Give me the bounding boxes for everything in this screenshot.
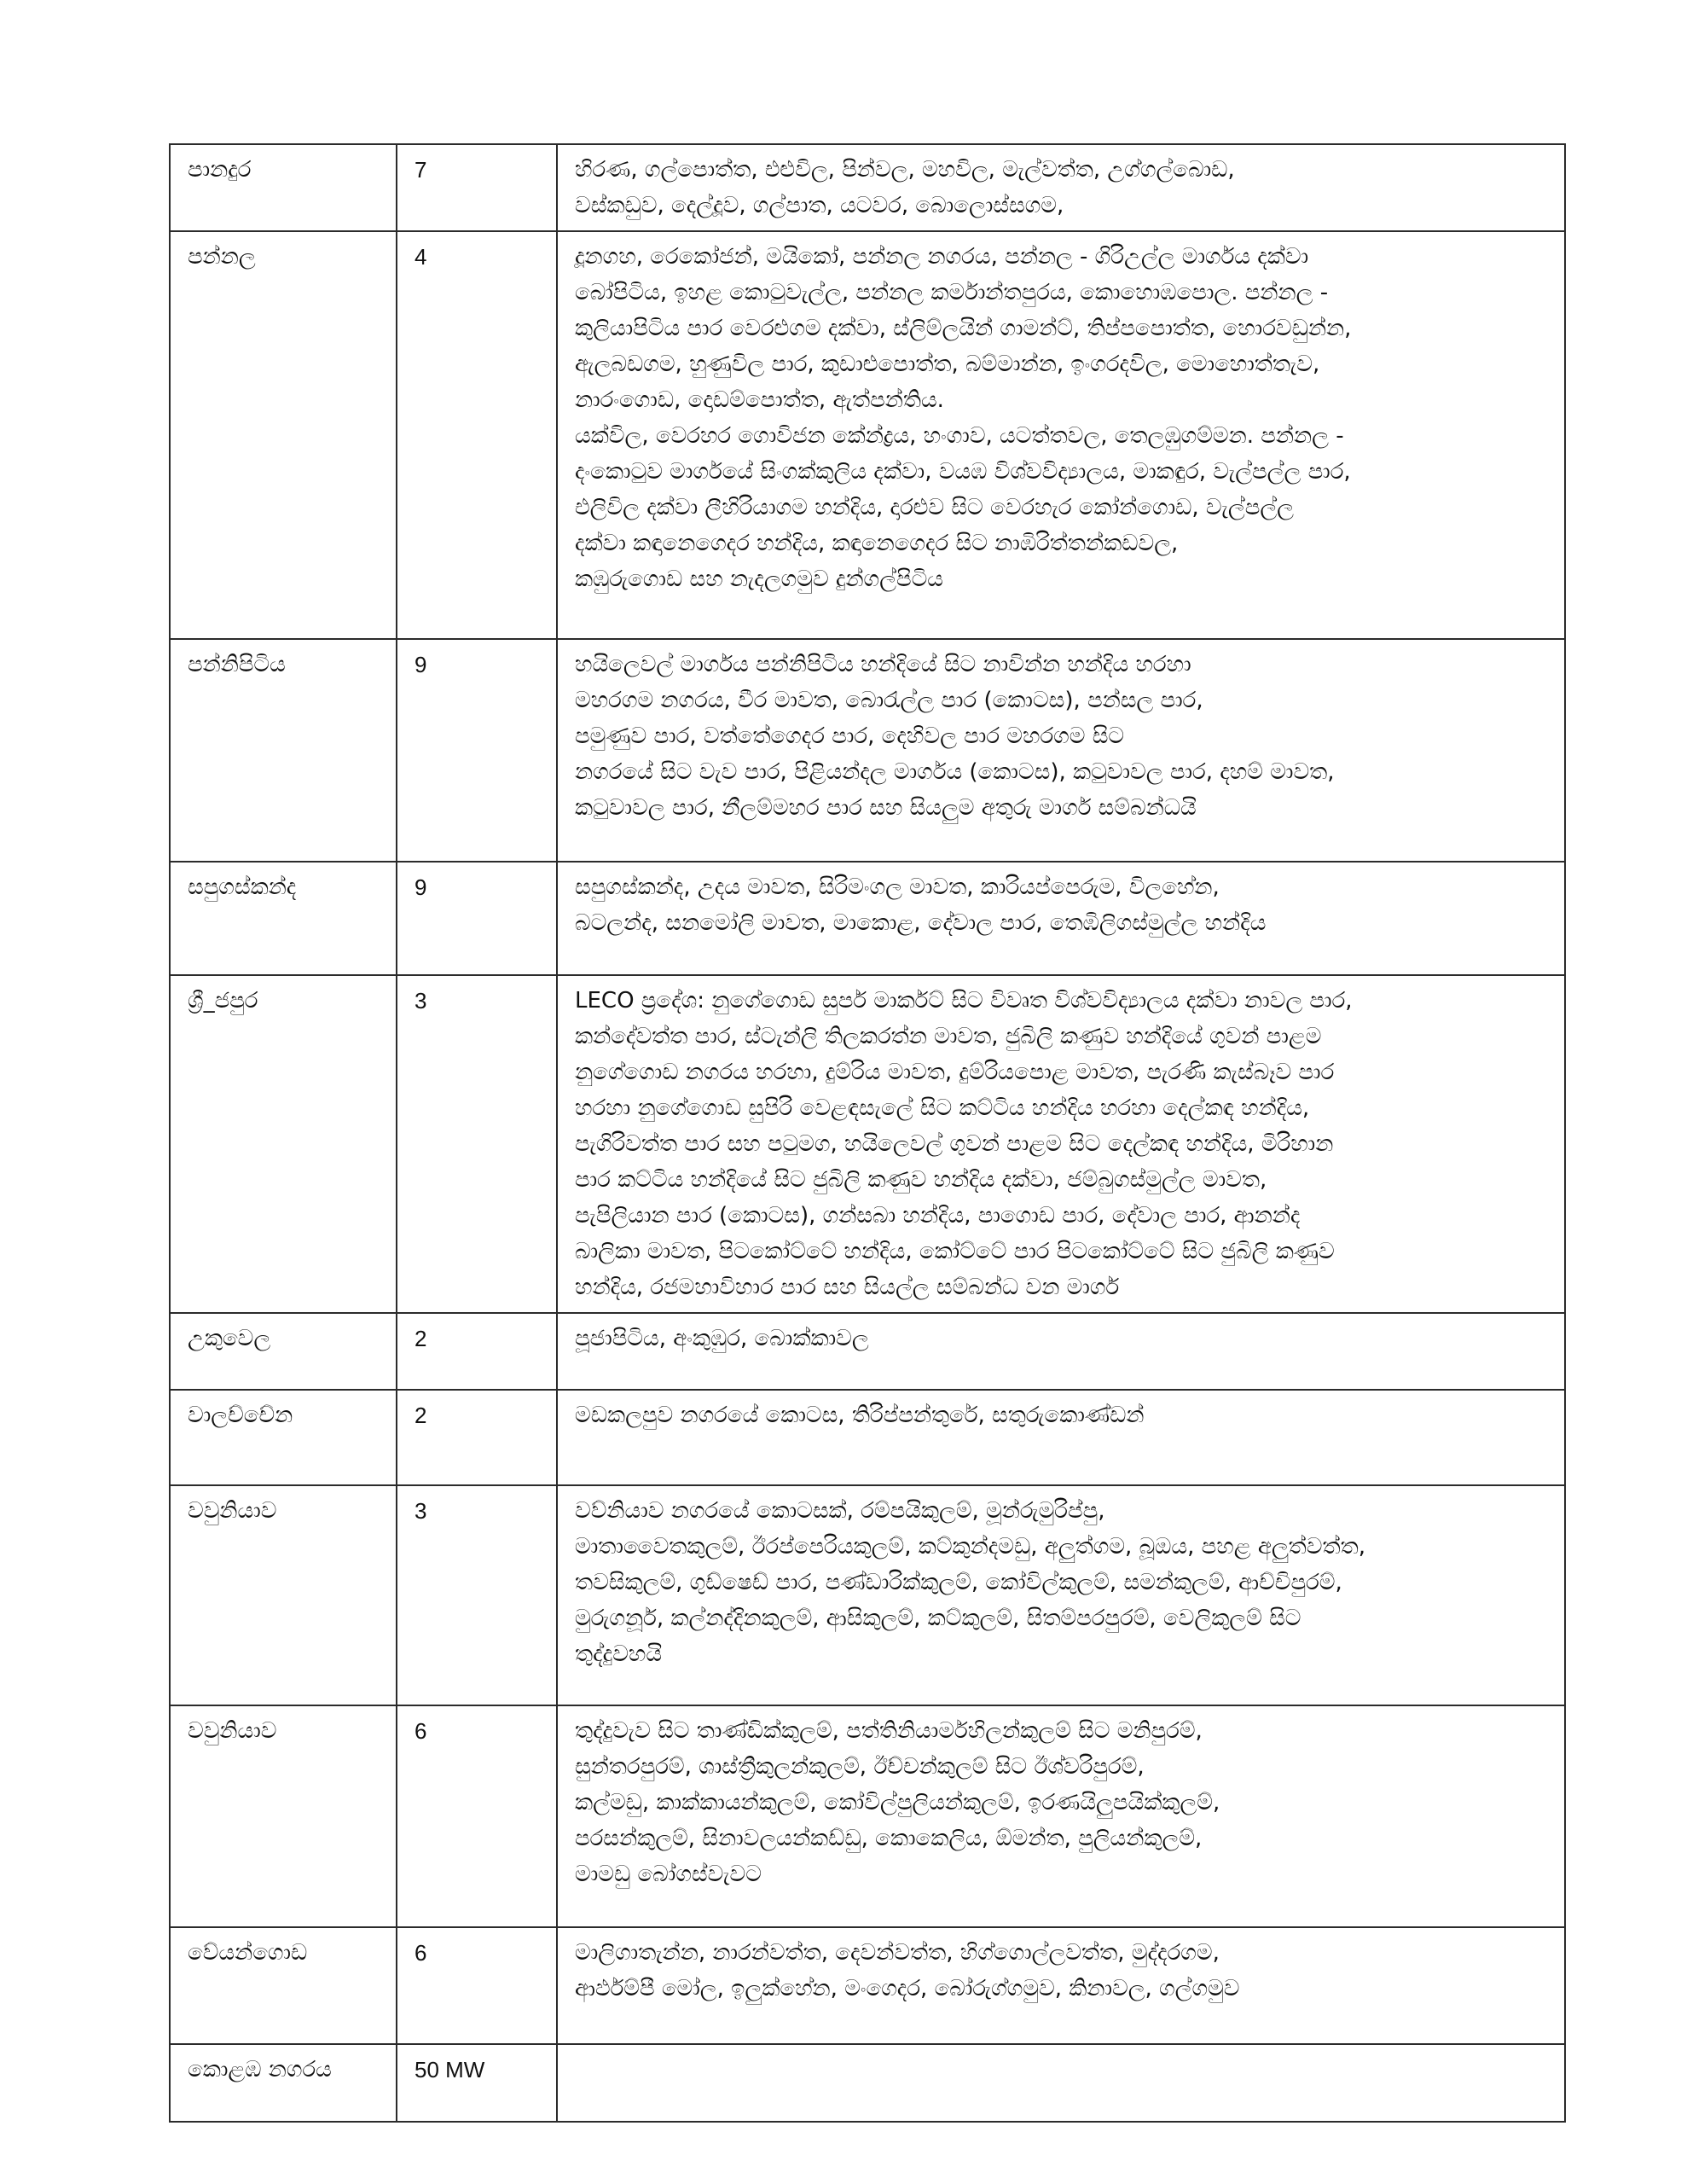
group-cell: 4 — [397, 231, 557, 639]
description-line: බටලන්ද, සනමෝලි මාවත, මාකොළ, දේවාල පාර, තෙඹිලිගස්මුල්ල හන්දිය — [575, 910, 1267, 936]
description-line: සුන්තරපුරම්, ශාස්ත්‍රීකුලන්කුලම්, ඊච්චන්කුලම් සිට ඊශ්වරිපුරම්, — [575, 1754, 1145, 1780]
areas-description-cell — [557, 144, 1565, 231]
table-row — [170, 144, 1565, 231]
area-cell: වාලච්චේන — [170, 1390, 397, 1485]
description-line: හරහා නුගේගොඩ සුපිරි වෙළඳසැලේ සිට කට්ටිය හන්දිය හරහා දෙල්කඳ හන්දිය, — [575, 1095, 1310, 1121]
description-line: බෝපිටිය, ඉහළ කොටුවැල්ල, පන්නල කර්මාන්තපුරය, කොහොඹපොල. පන්නල - — [575, 280, 1329, 305]
table-row — [170, 1313, 1565, 1390]
areas-description-cell — [557, 1927, 1565, 2044]
group-cell: 50 MW — [397, 2044, 557, 2122]
description-line: පැගිරිවත්ත පාර සහ පටුමග, හයිලෙවල් ගුවන් පාළම සිට දෙල්කඳ හන්දිය, මිරිහාන — [575, 1131, 1334, 1157]
area-cell: පන්නල — [170, 231, 397, 639]
description-line: පරසන්කුලම්, සිනාවලයන්කඩ්ඩු, කොකෙලිය, ඕමන්ත, පුලියන්කුලම්, — [575, 1826, 1203, 1851]
area-cell: වවුනියාව — [170, 1705, 397, 1927]
description-line: නගරයේ සිට වැව පාර, පිළියන්දල මාර්ගය (කොටස), කටුවාවල පාර, දහම් මාවත, — [575, 759, 1335, 785]
area-cell: කොළඹ නගරය — [170, 2044, 397, 2122]
table-row — [170, 1390, 1565, 1485]
description-line: මහරගම නගරය, වීර මාවත, බොරැල්ල පාර (කොටස), පන්සල පාර, — [575, 688, 1203, 713]
description-line: තුද්දුවහයි — [575, 1641, 663, 1667]
areas-description-cell — [557, 639, 1565, 862]
description-line: දූනගහ, රෙකෝජන්, මයිකෝ, පන්නල නගරය, පන්නල - ගිරිඋල්ල මාර්ගය දක්වා — [575, 244, 1309, 270]
areas-description-cell — [557, 975, 1565, 1313]
table-row — [170, 1485, 1565, 1705]
table-row — [170, 2044, 1565, 2122]
area-cell: වවුනියාව — [170, 1485, 397, 1705]
group-cell: 7 — [397, 144, 557, 231]
description-line: මුරුගනූර්, කල්නද්දිනකුලම්, ආසිකුලම්, කට්කුලම්, සිතම්පරපුරම්, වෙලිකුලම් සිට — [575, 1606, 1301, 1631]
description-line: එලිවිල දක්වා ලීහිරියාගම හන්දිය, දාරළුව සිට වෙරහැර කෝන්ගොඩ, වැල්පල්ල — [575, 495, 1294, 520]
areas-description-cell — [557, 862, 1565, 975]
area-cell: උකුවෙල — [170, 1313, 397, 1390]
group-cell: 6 — [397, 1705, 557, 1927]
description-line: තවසිකුලම්, ගුඩ්ෂෙඩ් පාර, පණ්ඩාරික්කුලම්, කෝවිල්කුලම්, සමන්කුලම්, ආච්චිපුරම්, — [575, 1570, 1342, 1595]
area-cell: පන්නිපිටිය — [170, 639, 397, 862]
power-cut-areas-table — [169, 143, 1566, 2123]
description-line: සපුගස්කන්ද, උදය මාවත, සිරිමංගල මාවත, කාරියප්පෙරුම, විලහේන, — [575, 874, 1220, 900]
table-row — [170, 975, 1565, 1313]
table-row — [170, 1705, 1565, 1927]
area-cell: සපුගස්කන්ද — [170, 862, 397, 975]
areas-description-cell — [557, 1313, 1565, 1390]
description-line: හිරණ, ගල්පොත්ත, එළුවිල, පින්වල, මහවිල, මැල්වත්ත, උග්ගල්බොඩ, — [575, 157, 1235, 183]
group-cell: 9 — [397, 639, 557, 862]
table-row — [170, 639, 1565, 862]
areas-description-cell — [557, 1705, 1565, 1927]
description-line: මාතාවෛතකුලම්, ඊරප්පෙරියකුලම්, කට්කුන්දමඩු, අලුත්ගම, බූඔය, පහළ අලුත්වත්ත, — [575, 1534, 1365, 1560]
table-body — [170, 144, 1565, 2122]
description-line: යක්විල, වෙරහර ගොවිජන කේන්ද්‍රය, හංගාව, යටත්තවල, තෙලඹුගම්මන. පන්නල - — [575, 423, 1344, 449]
description-line: නුගේගොඩ නගරය හරහා, දුම්රිය මාවත, දුම්රියපොළ මාවත, පැරණි කැස්බෑව පාර — [575, 1060, 1335, 1085]
table-row — [170, 1927, 1565, 2044]
description-line: හන්දිය, රජමහාවිහාර පාර සහ සියල්ල සම්බන්ධ වන මාර්ග — [575, 1275, 1120, 1300]
description-line: වව්නියාව නගරයේ කොටසක්, රම්පයිකුලම්, මූන්රුමුරිප්පු, — [575, 1498, 1105, 1524]
description-line: දංකොටුව මාර්ගයේ සිංගක්කුලිය දක්වා, වයඹ විශ්වවිද්‍යාලය, මාකඳුර, වැල්පල්ල පාර, — [575, 459, 1351, 485]
area-cell: වේයන්ගොඩ — [170, 1927, 397, 2044]
group-cell: 2 — [397, 1390, 557, 1485]
description-line: බාලිකා මාවත, පිටකෝට්ටේ හන්දිය, කෝට්ටේ පාර පිටකෝට්ටේ සිට ජුබිලි කණුව — [575, 1239, 1335, 1264]
table-row — [170, 862, 1565, 975]
description-line: නාරංගොඩ, දොඩම්පොත්ත, ඇත්පන්තිය. — [575, 387, 944, 413]
table-row — [170, 231, 1565, 639]
group-cell: 2 — [397, 1313, 557, 1390]
description-line: කුලියාපිටිය පාර වෙරළුගම දක්වා, ස්ලිම්ලයින් ගාමන්ට්, තිප්පපොත්ත, හොරවඩුන්න, — [575, 316, 1352, 341]
description-line: ආර්ඵම්පී මෝල, ඉලුක්හේන, මංගෙදර, බෝරුග්ගමුව, කිනාවල, ගල්ගමුව — [575, 1976, 1240, 2001]
areas-description-cell — [557, 1390, 1565, 1485]
description-line: පාර කට්ටිය හන්දියේ සිට ජුබිලි කණුව හන්දිය දක්වා, ජම්බුගස්මුල්ල මාවත, — [575, 1167, 1267, 1193]
description-line: කඹුරුගොඩ සහ නැදලගමුව දුන්ගල්පිටිය — [575, 566, 943, 592]
group-cell: 3 — [397, 975, 557, 1313]
description-line: පමුණුව පාර, වත්තේගෙදර පාර, දෙහිවල පාර මහරගම සිට — [575, 723, 1125, 749]
description-line: පූජාපිටිය, අංකුඹුර, බොක්කාවල — [575, 1326, 869, 1351]
group-cell: 3 — [397, 1485, 557, 1705]
description-line: කටුවාවල පාර, නීලම්මහර පාර සහ සියලුම අතුරු මාර්ග සම්බන්ධයි — [575, 795, 1197, 821]
area-cell: ශ්‍රී_ජපුර — [170, 975, 397, 1313]
description-line: කන්දේවත්ත පාර, ස්ටැන්ලි තිලකරත්න මාවත, ජුබිලි කණුව හන්දියේ ගුවන් පාළම — [575, 1024, 1322, 1049]
description-line: ඇලබඩගම, හුණුවිල පාර, කුඩාළුපොත්ත, බම්මාන්න, ඉංගරදවිල, මොහොත්තැව, — [575, 351, 1320, 377]
description-line: හයිලෙවල් මාර්ගය පන්නිපිටිය හන්දියේ සිට නාවින්න හන්දිය හරහා — [575, 652, 1191, 677]
description-line: වස්කඩුව, දෙල්දූව, ගල්පාත, යටවර, බොලොස්සගම, — [575, 193, 1064, 218]
description-line: මඩකලපුව නගරයේ කොටස, තිරිප්පන්තුරේ, සතුරුකොණ්ඩන් — [575, 1403, 1145, 1428]
description-line: කල්මඩු, කාක්කායන්කුලම්, කෝවිල්පුලියන්කුලම්, ඉරණයිලුපයික්කුලම්, — [575, 1790, 1220, 1815]
description-line: LECO ප්‍රදේශ: නුගේගොඩ සුපර් මාර්කට් සිට විවෘත විශ්වවිද්‍යාලය දක්වා නාවල පාර, — [575, 988, 1353, 1014]
area-cell: පානදුර — [170, 144, 397, 231]
group-cell: 6 — [397, 1927, 557, 2044]
description-line: මාමඩු බෝගස්වැවට — [575, 1862, 762, 1887]
areas-description-cell — [557, 231, 1565, 639]
description-line: මාලිගාතැන්න, නාරන්වත්ත, දෙවන්වත්ත, හිග්ගොල්ලවත්ත, මුද්දරගම, — [575, 1940, 1220, 1966]
areas-description-cell — [557, 2044, 1565, 2122]
areas-description-cell — [557, 1485, 1565, 1705]
group-cell: 9 — [397, 862, 557, 975]
description-line: දක්වා කඳානෙගෙදර හන්දිය, කඳානෙගෙදර සිට නාඹිරිත්තන්කඩවල, — [575, 531, 1179, 556]
description-line: තුද්දුවැව සිට තාණ්ඩික්කුලම්, පත්තිනියාර්මහිලන්කුලම් සිට මනිපුරම්, — [575, 1718, 1203, 1744]
description-line: පැපිලියාන පාර (කොටස), ගන්සබා හන්දිය, පාගොඩ පාර, දේවාල පාර, ආනන්ද — [575, 1203, 1301, 1228]
